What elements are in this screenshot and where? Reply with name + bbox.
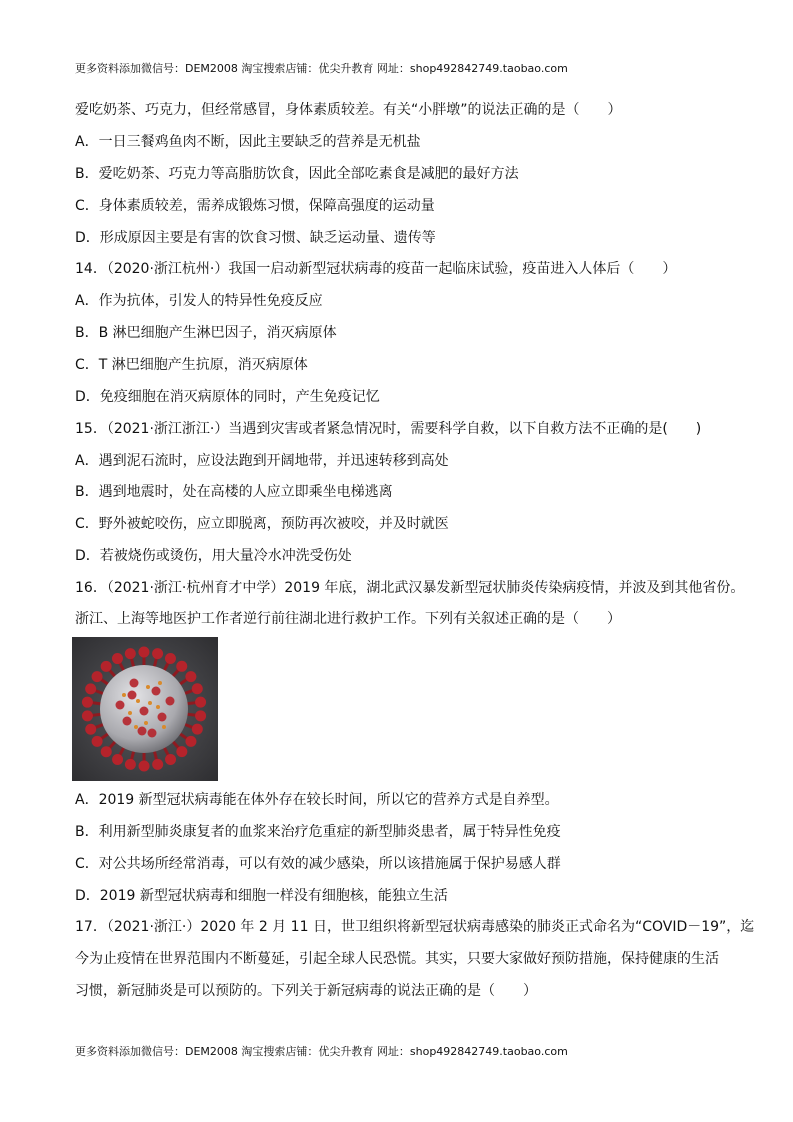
virus-spike-head xyxy=(85,724,96,735)
q16-stem-line1: 16．（2021·浙江·杭州育才中学）2019 年底，湖北武汉暴发新型冠状肺炎传染病疫情，并波及到其他省份。 xyxy=(75,580,745,596)
virus-surface-protein xyxy=(144,721,148,725)
q16-option-b: B．利用新型肺炎康复者的血浆来治疗危重症的新型肺炎患者，属于特异性免疫 xyxy=(75,824,561,840)
q13-option-d: D．形成原因主要是有害的饮食习惯、缺乏运动量、遗传等 xyxy=(75,230,436,246)
virus-surface-protein xyxy=(122,693,126,697)
virus-spike-head xyxy=(176,661,187,672)
virus-spike-head xyxy=(139,761,150,772)
virus-surface-protein xyxy=(156,705,160,709)
q13-stem-continued: 爱吃奶茶、巧克力，但经常感冒，身体素质较差。有关“小胖墩”的说法正确的是（ ） xyxy=(75,102,622,118)
q13-option-b: B．爱吃奶茶、巧克力等高脂肪饮食，因此全部吃素食是减肥的最好方法 xyxy=(75,166,519,182)
virus-spike-head xyxy=(165,653,176,664)
virus-spike-head xyxy=(125,648,136,659)
q16-option-a: A．2019 新型冠状病毒能在体外存在较长时间，所以它的营养方式是自养型。 xyxy=(75,792,559,808)
q17-stem-line2: 今为止疫情在世界范围内不断蔓延，引起全球人民恐慌。其实，只要大家做好预防措施，保持健康的生活 xyxy=(75,951,719,967)
virus-spike-head xyxy=(112,653,123,664)
virus-spike-head xyxy=(165,754,176,765)
q17-stem-line1: 17．（2021·浙江·）2020 年 2 月 11 日，世卫组织将新型冠状病毒感染的肺炎正式命名为“COVID－19”，迄 xyxy=(75,919,755,935)
q14-option-c: C．T 淋巴细胞产生抗原，消灭病原体 xyxy=(75,357,308,373)
virus-spike-head xyxy=(176,746,187,757)
virus-surface-spike xyxy=(158,713,167,722)
virus-surface-protein xyxy=(158,681,162,685)
q13-option-a: A．一日三餐鸡鱼肉不断，因此主要缺乏的营养是无机盐 xyxy=(75,134,421,150)
virus-spike-head xyxy=(195,710,206,721)
q14-option-d: D．免疫细胞在消灭病原体的同时，产生免疫记忆 xyxy=(75,389,380,405)
virus-surface-protein xyxy=(128,711,132,715)
q14-option-a: A．作为抗体，引发人的特异性免疫反应 xyxy=(75,293,323,309)
q15-option-a: A．遇到泥石流时，应设法跑到开阔地带，并迅速转移到高处 xyxy=(75,453,449,469)
virus-surface-protein xyxy=(134,725,138,729)
q16-option-d: D．2019 新型冠状病毒和细胞一样没有细胞核，能独立生活 xyxy=(75,888,448,904)
virus-surface-spike xyxy=(140,707,149,716)
q14-option-b: B．B 淋巴细胞产生淋巴因子，消灭病原体 xyxy=(75,325,337,341)
q15-option-d: D．若被烧伤或烫伤，用大量冷水冲洗受伤处 xyxy=(75,548,352,564)
virus-spike-head xyxy=(125,759,136,770)
virus-spike-head xyxy=(92,736,103,747)
virus-spike-head xyxy=(152,759,163,770)
q17-stem-line3: 习惯，新冠肺炎是可以预防的。下列关于新冠病毒的说法正确的是（ ） xyxy=(75,983,537,999)
page-header: 更多资料添加微信号：DEM2008 淘宝搜索店铺：优尖升教育 网址：shop492842749.taobao.com xyxy=(75,62,568,75)
virus-surface-spike xyxy=(166,697,175,706)
virus-spike-head xyxy=(195,697,206,708)
q15-option-c: C．野外被蛇咬伤，应立即脱离，预防再次被咬，并及时就医 xyxy=(75,516,449,532)
virus-spike-head xyxy=(192,724,203,735)
virus-surface-spike xyxy=(130,679,139,688)
virus-spike-head xyxy=(101,661,112,672)
virus-surface-protein xyxy=(146,685,150,689)
q13-option-c: C．身体素质较差，需养成锻炼习惯，保障高强度的运动量 xyxy=(75,198,435,214)
virus-surface-spike xyxy=(152,687,161,696)
page-footer: 更多资料添加微信号：DEM2008 淘宝搜索店铺：优尖升教育 网址：shop492842749.taobao.com xyxy=(75,1045,568,1058)
virus-spike-head xyxy=(192,683,203,694)
virus-spike-head xyxy=(85,683,96,694)
virus-spike-head xyxy=(101,746,112,757)
virus-spike-head xyxy=(92,671,103,682)
q16-option-c: C．对公共场所经常消毒，可以有效的减少感染，所以该措施属于保护易感人群 xyxy=(75,856,561,872)
coronavirus-illustration xyxy=(72,637,218,781)
virus-spike-head xyxy=(185,736,196,747)
q15-option-b: B．遇到地震时，处在高楼的人应立即乘坐电梯逃离 xyxy=(75,484,393,500)
virus-surface-spike xyxy=(116,701,125,710)
q15-stem: 15．（2021·浙江浙江·）当遇到灾害或者紧急情况时，需要科学自救，以下自救方法不正确的是( ) xyxy=(75,421,702,437)
virus-spike-head xyxy=(82,697,93,708)
virus-surface-spike xyxy=(148,729,157,738)
virus-spike-head xyxy=(138,647,149,658)
virus-surface-protein xyxy=(136,699,140,703)
coronavirus-image xyxy=(72,637,218,781)
virus-spike-head xyxy=(82,710,93,721)
virus-spike-head xyxy=(185,671,196,682)
q16-stem-line2: 浙江、上海等地医护工作者逆行前往湖北进行救护工作。下列有关叙述正确的是（ ） xyxy=(75,611,621,627)
virus-surface-spike xyxy=(123,717,132,726)
virus-surface-protein xyxy=(162,725,166,729)
virus-surface-protein xyxy=(148,701,152,705)
virus-surface-spike xyxy=(138,727,147,736)
virus-spike-head xyxy=(112,754,123,765)
virus-surface-spike xyxy=(128,691,137,700)
virus-spike-head xyxy=(152,648,163,659)
q14-stem: 14．（2020·浙江杭州·）我国一启动新型冠状病毒的疫苗一起临床试验，疫苗进入人体后（ ） xyxy=(75,261,677,277)
